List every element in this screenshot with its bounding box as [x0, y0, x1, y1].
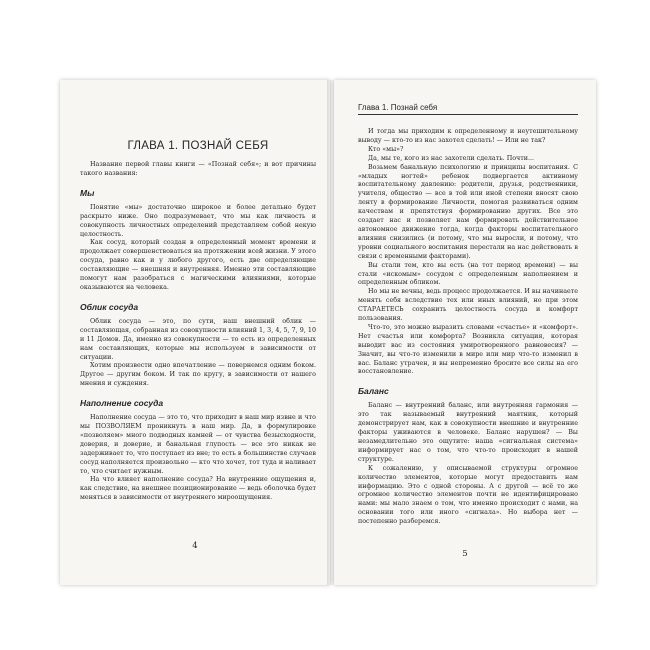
paragraph: Как сосуд, который создан в определенный момент времени и продолжает совершенствоваться на протяжении всей жизни. У этого сосуда, равно как и у любого другого, есть две определяющие составляющие — внешняя и внутренняя. Именно эти составляющие помогут нам разобраться с магическими влияниями, которые оказываются на человека. [80, 239, 316, 291]
intro-paragraph: Название первой главы книги — «Познай себя»; и вот причины такого названия: [80, 161, 316, 177]
chapter-title: ГЛАВА 1. ПОЗНАЙ СЕБЯ [127, 140, 269, 152]
paragraph: Вы стали тем, кто вы есть (на тот период времени) — вы стали «искомым» сосудом с определенным наполнением и определенным обликом. [358, 261, 578, 287]
running-head: Глава 1. Познай себя [358, 102, 578, 115]
paragraph: На что влияет наполнение сосуда? На внутренние ощущения и, как следствие, на внешнее позиционирование — ведь оболочка будет меняться в зависимости от внутреннего мироощущения. [80, 476, 316, 502]
section-heading-my: Мы [80, 187, 95, 198]
section-heading-balans: Баланс [358, 386, 389, 397]
paragraph: Да, мы те, кого из нас захотели сделать. Почти... [368, 154, 535, 162]
paragraph: Облик сосуда — это, по сути, наш внешний облик — составляющая, собранная из совокупности влияний 1, 3, 4, 5, 7, 9, 10 и 11 Домов. Да, именно из совокупности — то есть из определенных нам составляющих, которые мы используем в зависимости от ситуации. [80, 317, 316, 361]
right-page [334, 80, 596, 585]
page-number-right: 5 [462, 549, 468, 559]
page-number-left: 4 [192, 541, 198, 551]
section-heading-oblik: Облик сосуда [80, 301, 139, 312]
paragraph: Баланс — внутренний баланс, или внутренняя гармония — это так называемый внутренний маятник, который демонстрирует нам, как в совокупности внешние и внутренние факторы уживаются в человеке. Баланс нарушен? — Вы незамедлительно это ощутите: наша «сигнальная система» информирует нас о том, что что-то происходит в нашей структуре. [358, 402, 578, 463]
paragraph: К сожалению, у описываемой структуры огромное количество элементов, которые могут предоставить нам информацию. Это с одной стороны. А с другой — всё то же огромное количество элементов почти не идентифицировано нами: мы мало знаем о том, что именно происходит с нами, на основании того или иного «сигнала». Но выбора нет — постепенно разберемся. [358, 464, 578, 526]
paragraph: Наполнение сосуда — это то, что приходит в наш мир извне и что мы ПОЗВОЛЯЕМ проникнуть в наш мир. Да, в формулировке «позволяем» много подводных камней — от чувства безысходности, доверия, и доверие, и банальная глупость — все это никак не задерживает то, что поступает из вне; то есть в большинстве случаев сосуд наполняется произвольно — кто что хочет, тот туда и наливает то, что считает нужным. [80, 414, 316, 475]
paragraph: Кто «мы»? [368, 145, 404, 153]
left-page [60, 80, 330, 585]
paragraph: Понятие «мы» достаточно широкое и более детально будет раскрыто ниже. Оно подразумевает, что мы как личность и совокупность личностных определений представляем собой некую целостность. [80, 203, 316, 238]
paragraph: Возьмем банальную психологию и принципы воспитания. С «младых ногтей» ребенок подвергается активному воспитательному давлению: родители, друзья, родственники, учителя, общество — все в той или иной степени вносят свою ленту в формирование Личности, помогая развиваться одним качествам и препятствуя формированию других. Все это создает нас и позволяет нам формировать действительное автономное движение тогда, когда факторы воспитательного влияния снизились (и потому, что мы выросли, и потому, что уровни социального воспитания перестали на нас действовать в связи с временными факторами). [358, 163, 578, 260]
paragraph: И тогда мы приходим к определенному и неутешительному выводу — кто-то из нас захотел сделать! — Или не так? [358, 128, 578, 144]
paragraph: Но мы не вечны, ведь процесс продолжается. И вы начинаете менять себя вследствие тех или иных влияний, но при этом СТАРАЕТЕСЬ сохранить целостность сосуда и комфорт пользования. [358, 288, 578, 323]
right-page-content [358, 128, 578, 527]
paragraph: Хотим произвести одно впечатление — повернемся одним боком. Другое — другим боком. И так по кругу, в зависимости от нашего мнения и суждения. [80, 362, 316, 388]
section-heading-napolnenie: Наполнение сосуда [80, 398, 164, 409]
left-page-content [80, 140, 316, 503]
paragraph: Что-то, это можно выразить словами «счастье» и «комфорт». Нет счастья или комфорта? Возникла ситуация, которая выводит вас из состояния умиротворенного равновесия? — Значит, вы что-то изменили в мире или мир что-то изменил в вас. Баланс утрачен, и вы непременно бросите все силы на его восстановление. [358, 323, 578, 376]
